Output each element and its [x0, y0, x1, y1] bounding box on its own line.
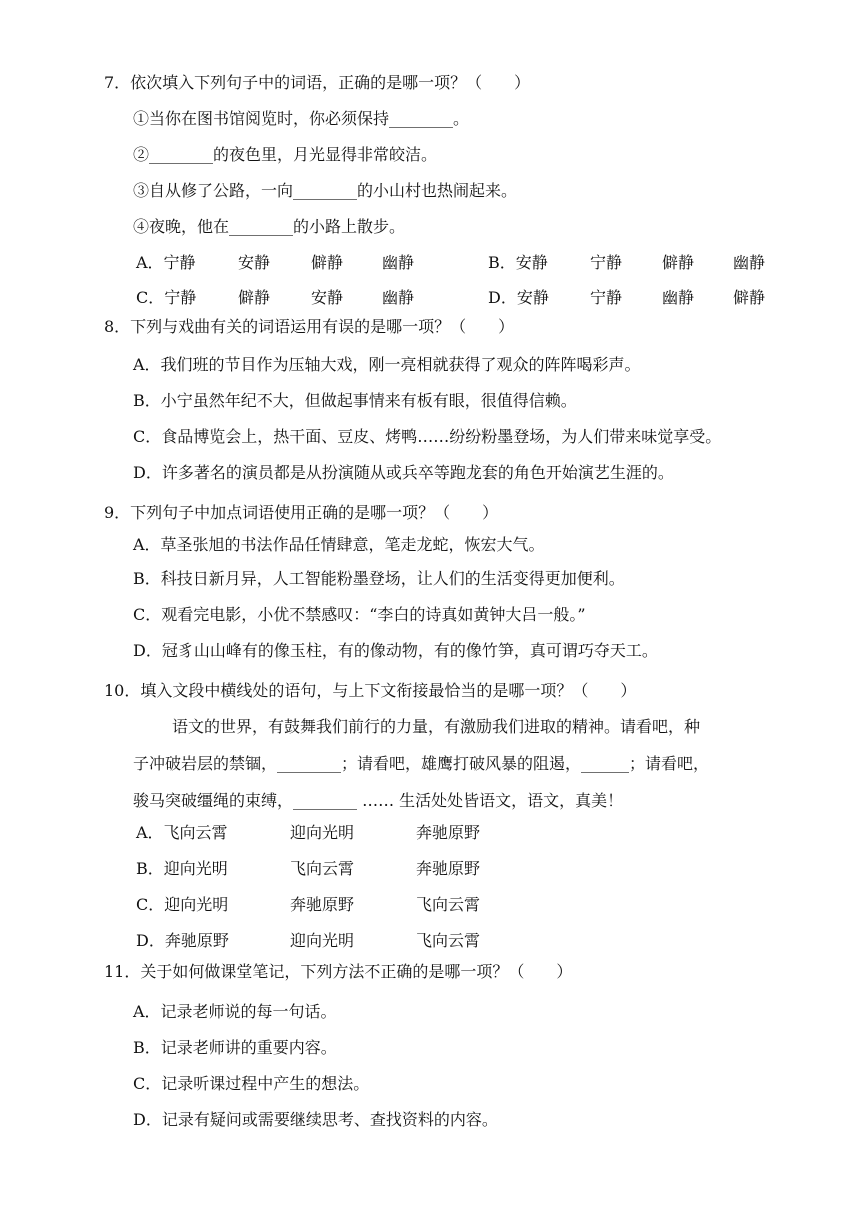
q9-stem: 9．下列句子中加点词语使用正确的是哪一项？（ ）	[104, 503, 499, 522]
q7-stem: 7．依次填入下列句子中的词语，正确的是哪一项？（ ）	[104, 73, 531, 92]
q7-option-a-word-4: 幽静	[382, 253, 415, 272]
q7-option-a-word-1: A．宁静	[136, 253, 196, 272]
q7-option-b-word-1: B．安静	[488, 253, 548, 272]
q10-passage-line-1: 语文的世界，有鼓舞我们前行的力量，有激励我们进取的精神。请看吧，种	[172, 717, 701, 736]
q10-option-c-phrase-1: C．迎向光明	[136, 895, 229, 914]
q7-option-b-word-3: 僻静	[662, 253, 695, 272]
q7-option-d-word-2: 宁静	[590, 288, 623, 307]
q10-option-d-phrase-3: 飞向云霄	[416, 931, 481, 950]
q10-stem: 10．填入文段中横线处的语句，与上下文衔接最恰当的是哪一项？（ ）	[104, 681, 637, 700]
q10-passage-line-2: 子冲破岩层的禁锢，________；请看吧，雄鹰打破风暴的阻遏，______；请看吧，	[133, 754, 710, 773]
q9-option-d: D．冠豸山山峰有的像玉柱，有的像动物，有的像竹笋，真可谓巧夺天工。	[133, 641, 658, 660]
q7-option-a-word-3: 僻静	[311, 253, 344, 272]
q10-option-d-phrase-1: D．奔驰原野	[136, 931, 229, 950]
q8-option-d: D．许多著名的演员都是从扮演随从或兵卒等跑龙套的角色开始演艺生涯的。	[133, 463, 674, 482]
q8-option-a: A．我们班的节目作为压轴大戏，刚一亮相就获得了观众的阵阵喝彩声。	[133, 355, 641, 374]
q10-option-b-phrase-3: 奔驰原野	[416, 859, 481, 878]
q10-option-d-phrase-2: 迎向光明	[290, 931, 355, 950]
q7-sentence-1: ①当你在图书馆阅览时，你必须保持________。	[133, 109, 470, 128]
q10-option-b-phrase-2: 飞向云霄	[290, 859, 355, 878]
q9-option-c: C．观看完电影，小优不禁感叹：“李白的诗真如黄钟大吕一般。”	[133, 605, 586, 624]
q10-option-a-phrase-3: 奔驰原野	[416, 823, 481, 842]
q11-option-d: D．记录有疑问或需要继续思考、查找资料的内容。	[133, 1110, 498, 1129]
q10-option-c-phrase-2: 奔驰原野	[290, 895, 355, 914]
q9-option-a: A．草圣张旭的书法作品任情肆意，笔走龙蛇，恢宏大气。	[133, 535, 545, 554]
q7-option-b-word-4: 幽静	[733, 253, 766, 272]
q7-option-a-word-2: 安静	[238, 253, 271, 272]
q7-option-d-word-4: 僻静	[733, 288, 766, 307]
q11-option-b: B．记录老师讲的重要内容。	[133, 1038, 337, 1057]
q7-sentence-3: ③自从修了公路，一向________的小山村也热闹起来。	[133, 181, 518, 200]
q9-option-b: B．科技日新月异，人工智能粉墨登场，让人们的生活变得更加便利。	[133, 569, 625, 588]
q11-option-a: A．记录老师说的每一句话。	[133, 1002, 337, 1021]
q8-stem: 8．下列与戏曲有关的词语运用有误的是哪一项？（ ）	[104, 317, 515, 336]
q7-option-c-word-3: 安静	[311, 288, 344, 307]
q7-sentence-4: ④夜晚，他在________的小路上散步。	[133, 217, 406, 236]
q10-passage-line-3: 骏马突破缰绳的束缚，________ …… 生活处处皆语文，语文，真美！	[133, 791, 624, 810]
q10-option-a-phrase-1: A．飞向云霄	[136, 823, 228, 842]
q8-option-c: C．食品博览会上，热干面、豆皮、烤鸭……纷纷粉墨登场，为人们带来味觉享受。	[133, 427, 722, 446]
q7-option-d-word-1: D．安静	[488, 288, 549, 307]
q7-option-c-word-1: C．宁静	[136, 288, 197, 307]
q7-option-c-word-4: 幽静	[382, 288, 415, 307]
q7-option-b-word-2: 宁静	[590, 253, 623, 272]
q7-sentence-2: ②________的夜色里，月光显得非常皎洁。	[133, 145, 438, 164]
q7-option-d-word-3: 幽静	[662, 288, 695, 307]
q11-option-c: C．记录听课过程中产生的想法。	[133, 1074, 370, 1093]
q10-option-b-phrase-1: B．迎向光明	[136, 859, 228, 878]
q10-option-c-phrase-3: 飞向云霄	[416, 895, 481, 914]
q8-option-b: B．小宁虽然年纪不大，但做起事情来有板有眼，很值得信赖。	[133, 391, 577, 410]
q11-stem: 11．关于如何做课堂笔记，下列方法不正确的是哪一项？（ ）	[104, 962, 573, 981]
q10-option-a-phrase-2: 迎向光明	[290, 823, 355, 842]
q7-option-c-word-2: 僻静	[238, 288, 271, 307]
